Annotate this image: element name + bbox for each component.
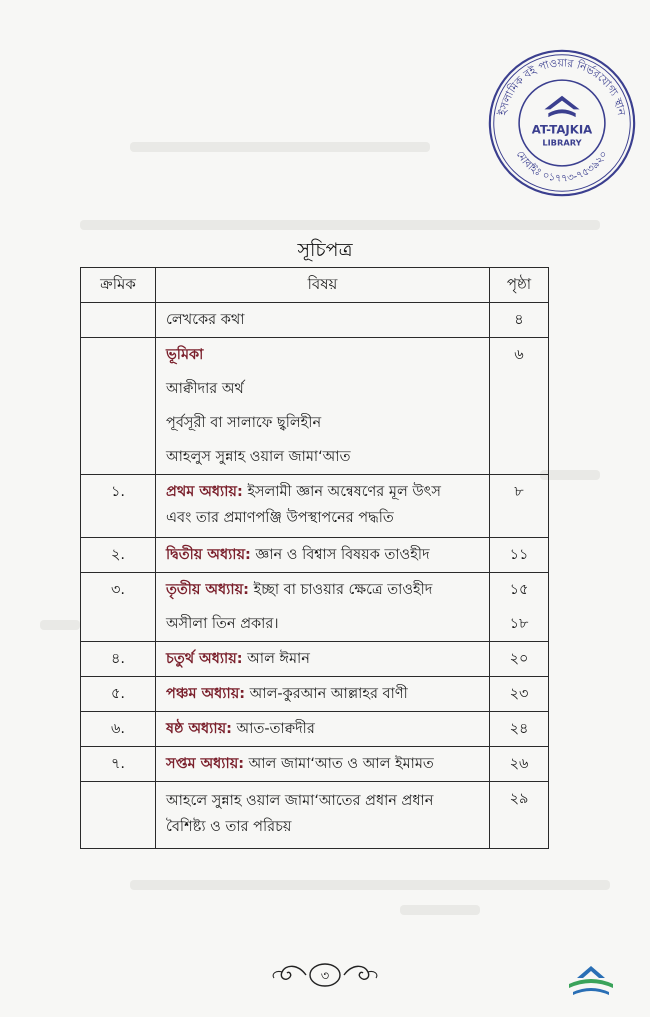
subject-line [156,573,489,607]
row-serial: ২. [81,538,156,573]
bleed-through-line [130,142,430,152]
row-serial [81,782,156,849]
toc-row [81,573,549,642]
chapter-label: ষষ্ঠ অধ্যায়: [166,721,232,737]
subject-line [156,712,489,746]
subject-line: অসীলা তিন প্রকার। [166,616,279,632]
toc-header-row [81,268,549,303]
chapter-title: জ্ঞান ও বিশ্বাস বিষয়ক তাওহীদ [250,547,430,563]
header-serial: ক্রমিক [81,268,156,303]
row-page: ১৫ ১৮ [490,573,549,642]
toc-row [81,782,549,849]
subject-line: আহলুস সুন্নাহ ওয়াল জামা‘আত [166,449,351,465]
page-number: ৩ [320,969,330,984]
row-page: ১১ [490,538,549,573]
subject-line: এবং তার প্রমাণপঞ্জি উপস্থাপনের পদ্ধতি [166,510,394,526]
row-page: ৮ [490,475,549,538]
row-page: ২৬ [490,747,549,782]
row-serial: ৫. [81,677,156,712]
subject-line [156,677,489,711]
row-subject [156,642,490,677]
toc-table [80,267,549,849]
section-heading: ভূমিকা [166,347,204,363]
row-subject [156,303,490,338]
svg-text:মোবাইঃ ০১৭৭৩-৭৫৩৯২০: মোবাইঃ ০১৭৭৩-৭৫৩৯২০ [513,149,611,185]
toc-row [81,712,549,747]
chapter-label: সপ্তম অধ্যায়: [166,756,245,772]
bleed-through-line [40,620,80,630]
library-stamp [484,45,640,201]
chapter-title: আল-কুরআন আল্লাহর বাণী [245,686,408,702]
header-page: পৃষ্ঠা [490,268,549,303]
row-subject [156,712,490,747]
row-subject [156,677,490,712]
chapter-title: আল ঈমান [242,651,310,667]
subject-line: আক্বীদার অর্থ [166,381,244,397]
row-subject [156,338,490,475]
row-subject [156,573,490,642]
row-serial [81,338,156,475]
row-page: ২৩ [490,677,549,712]
chapter-label: তৃতীয় অধ্যায়: [166,582,249,598]
row-serial: ৩. [81,573,156,642]
chapter-title: আত-তাক্বদীর [231,721,315,737]
row-subject [156,782,490,849]
chapter-label: প্রথম অধ্যায়: [166,484,243,500]
subject-line: আহলে সুন্নাহ ওয়াল জামা‘আতের প্রধান প্রধান [166,793,434,809]
chapter-title: ইচ্ছা বা চাওয়ার ক্ষেত্রে তাওহীদ [248,582,433,598]
row-page: ২৯ [490,782,549,849]
svg-text:ইসলামিক বই পাওয়ার নির্ভরযোগ্য: ইসলামিক বই পাওয়ার নির্ভরযোগ্য স্থান [496,56,629,117]
toc-row [81,677,549,712]
row-page: ২৪ [490,712,549,747]
row-page: ৬ [490,338,549,475]
chapter-label: চতুর্থ অধ্যায়: [166,651,243,667]
row-serial: ১. [81,475,156,538]
row-page: ২০ [490,642,549,677]
toc-row [81,747,549,782]
chapter-label: দ্বিতীয় অধ্যায়: [166,547,251,563]
subject-line: লেখকের কথা [166,312,245,328]
row-serial: ৭. [81,747,156,782]
subject-line: বৈশিষ্ট্য ও তার পরিচয় [166,819,292,835]
svg-text:AT-TAJKIA: AT-TAJKIA [531,122,593,137]
row-serial: ৬. [81,712,156,747]
row-page-secondary: ১৮ [509,616,529,632]
row-serial: ৪. [81,642,156,677]
chapter-title: আল জামা‘আত ও আল ইমামত [244,756,434,772]
toc-title: সূচিপত্র [297,239,353,261]
subject-line [156,642,489,676]
toc-row [81,642,549,677]
header-subject: বিষয় [156,268,490,303]
bleed-through-line [540,470,600,480]
subject-line [156,479,489,505]
row-page: ৪ [490,303,549,338]
stamp-seal-icon [484,45,640,201]
row-subject [156,538,490,573]
bleed-through-line [80,220,600,230]
bleed-through-line [130,880,610,890]
toc-row [81,538,549,573]
toc-row [81,303,549,338]
toc-row [81,475,549,538]
row-subject [156,747,490,782]
chapter-title: ইসলামী জ্ঞান অন্বেষণের মূল উৎস [242,484,441,500]
library-logo-icon [563,962,619,1002]
subject-line [156,747,489,781]
subject-line: পূর্বসূরী বা সালাফে ছ্বলিহীন [166,415,322,431]
row-subject [156,475,490,538]
page-number-ornament [268,960,382,990]
toc-row [81,338,549,475]
svg-text:LIBRARY: LIBRARY [542,137,582,148]
subject-line [156,538,489,572]
chapter-label: পঞ্চম অধ্যায়: [166,686,246,702]
row-serial [81,303,156,338]
bleed-through-line [400,905,480,915]
